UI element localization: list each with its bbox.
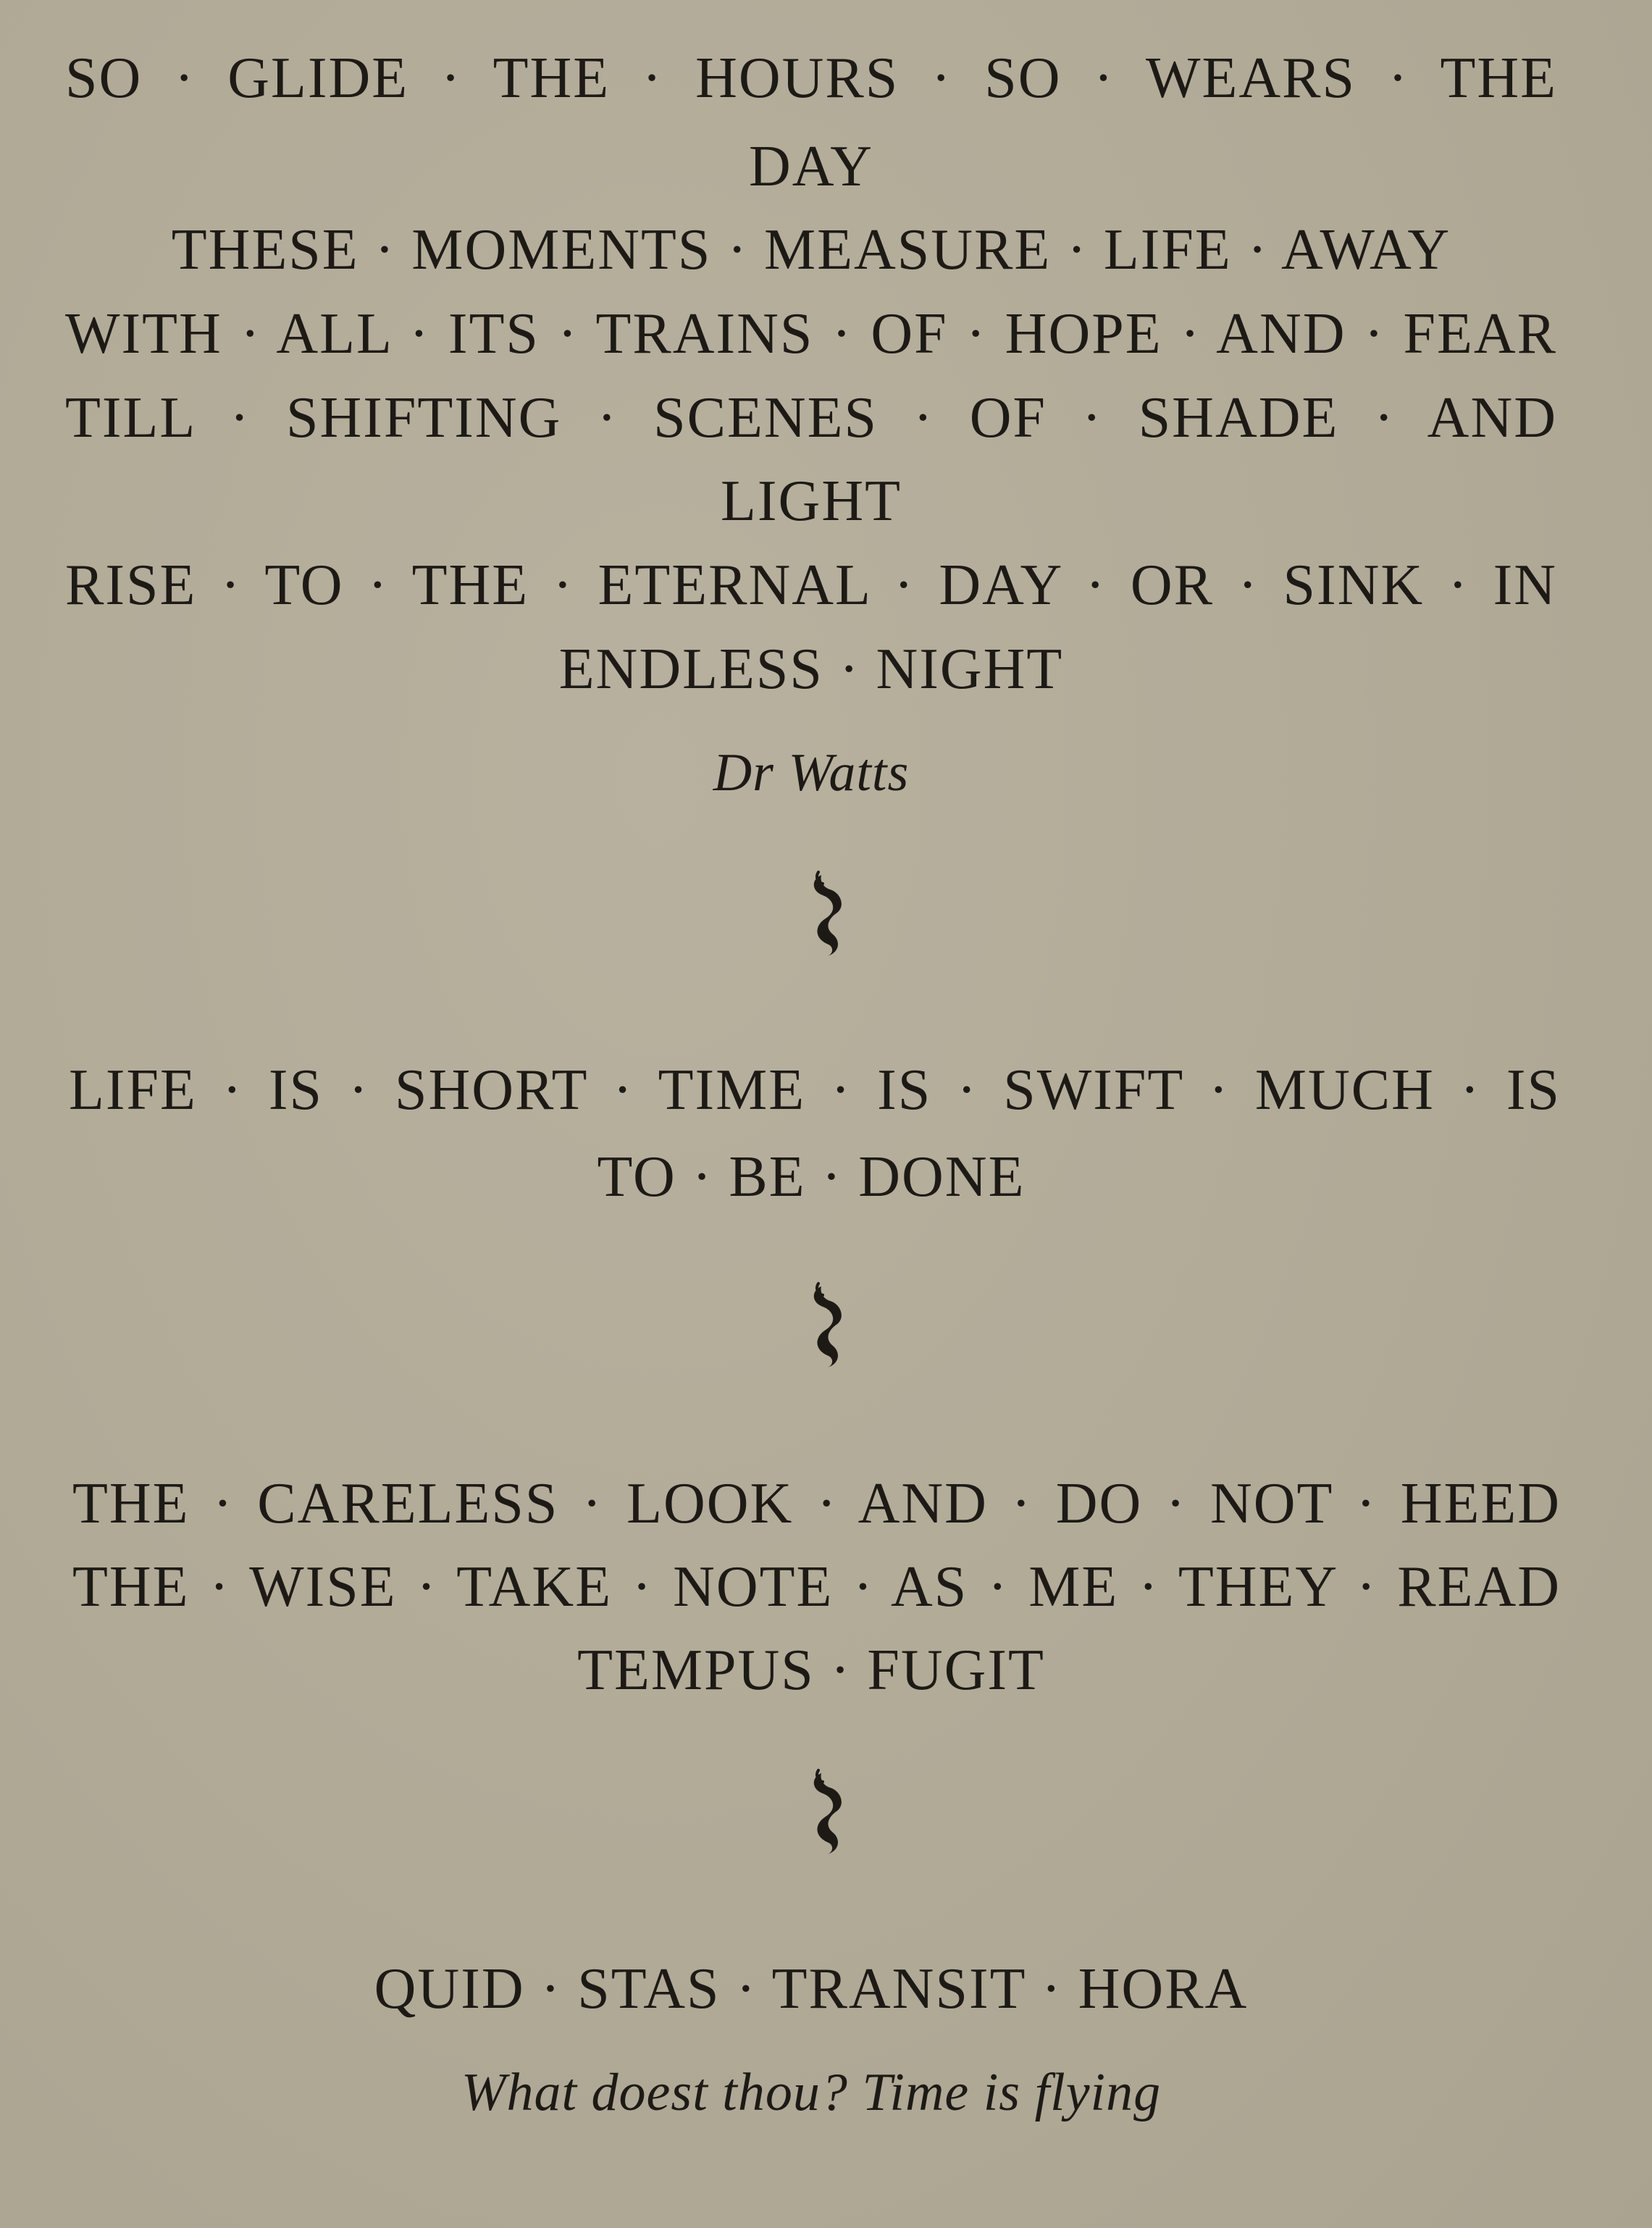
stanza1-line-4: WITH · ALL · ITS · TRAINS · OF · HOPE · AND · FEAR [65,302,1557,366]
stanza1-line-2: DAY [749,135,873,198]
stanza1-line-3: THESE · MOMENTS · MEASURE · LIFE · AWAY [171,218,1451,282]
stanza2-line-1: LIFE · IS · SHORT · TIME · IS · SWIFT · MUCH · IS [69,1058,1561,1122]
fleuron-icon [797,869,855,956]
stanza1-line-1: SO · GLIDE · THE · HOURS · SO · WEARS · THE [65,46,1557,110]
fleuron-icon [797,1767,855,1854]
stanza3-line-2: THE · WISE · TAKE · NOTE · AS · ME · THEY · READ [72,1555,1561,1619]
stanza1-line-8: ENDLESS · NIGHT [558,637,1064,701]
translation: What doest thou? Time is flying [461,2063,1162,2122]
fleuron-icon [797,1281,855,1368]
stanza4-line-1: QUID · STAS · TRANSIT · HORA [374,1957,1249,2021]
stanza1-line-6: LIGHT [721,469,902,533]
stanza2-line-2: TO · BE · DONE [597,1145,1026,1209]
stanza3-line-3: TEMPUS · FUGIT [577,1638,1045,1702]
stanza1-line-7: RISE · TO · THE · ETERNAL · DAY · OR · SINK · IN [65,553,1557,617]
attribution: Dr Watts [713,743,910,803]
stanza3-line-1: THE · CARELESS · LOOK · AND · DO · NOT · HEED [72,1472,1561,1536]
stanza1-line-5: TILL · SHIFTING · SCENES · OF · SHADE · AND [65,386,1557,450]
